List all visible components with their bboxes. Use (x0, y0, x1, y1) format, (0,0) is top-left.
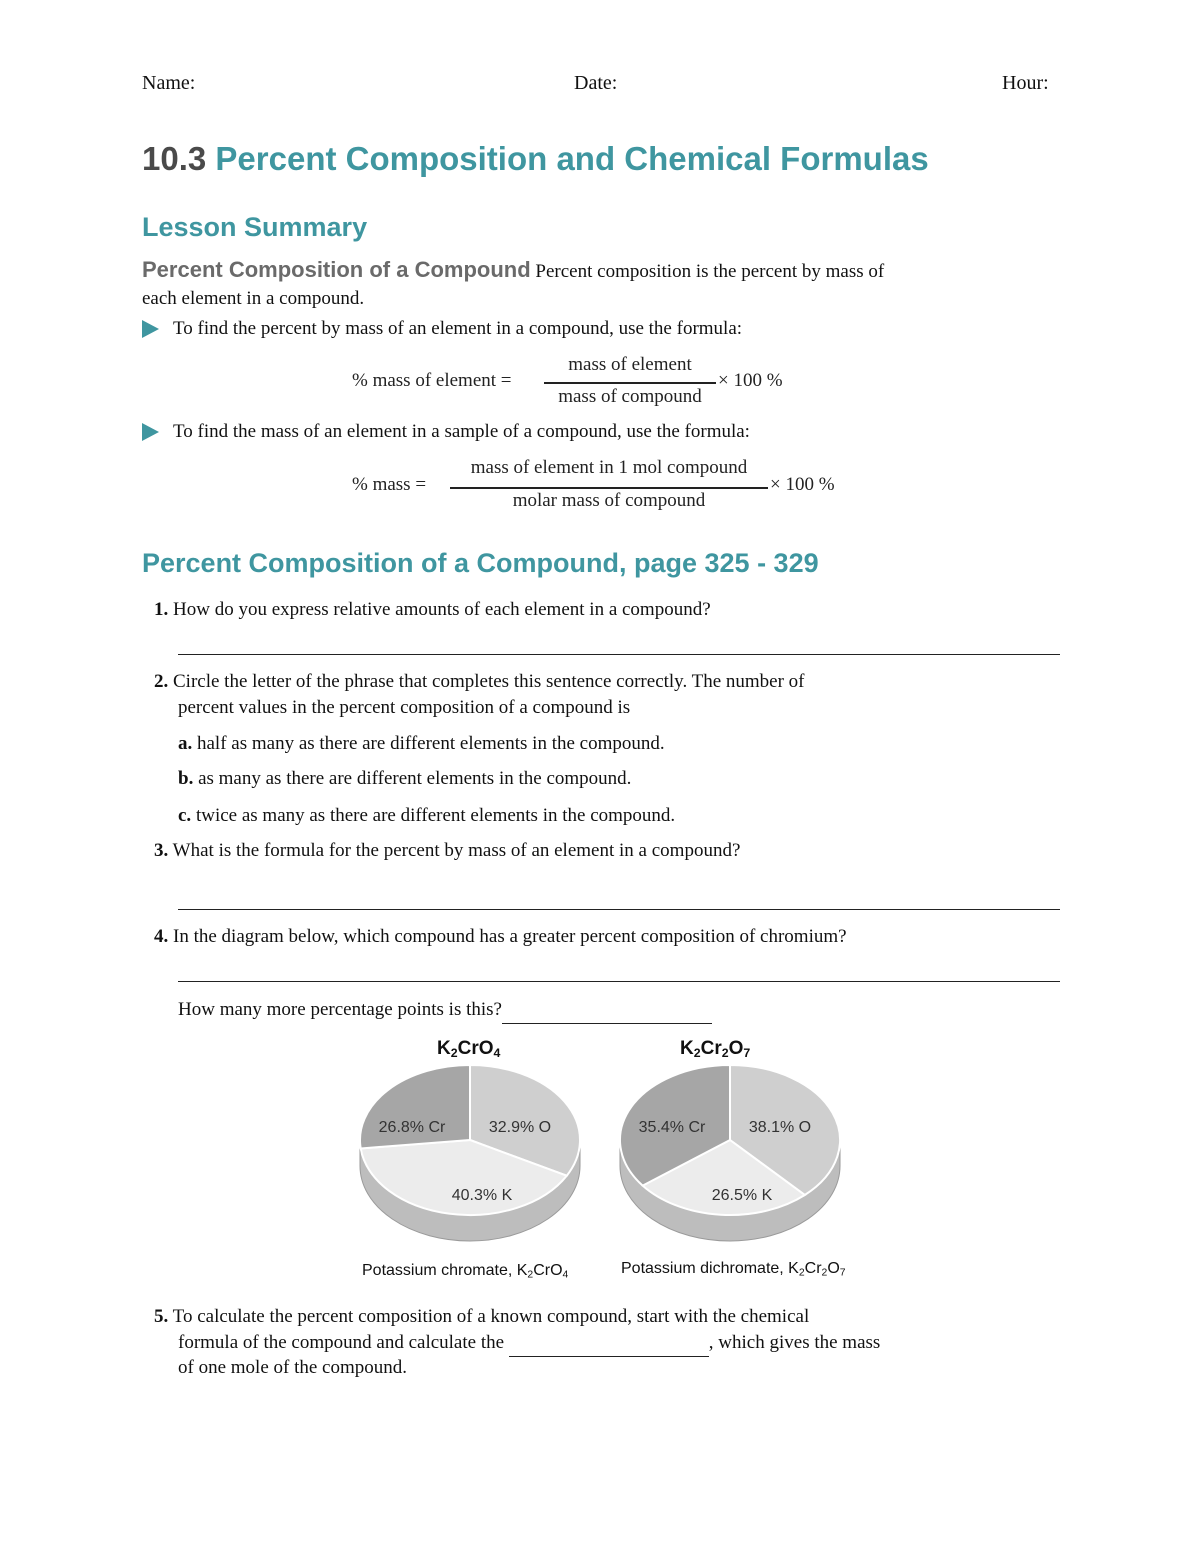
answer-line-1[interactable] (178, 654, 1060, 655)
answer-line-4[interactable] (178, 981, 1060, 982)
line2-pre: formula of the compound and calculate the (178, 1332, 505, 1353)
name-label: Name: (142, 72, 196, 94)
option-letter: c. (178, 805, 192, 826)
slice-label-o: 38.1% O (748, 1119, 812, 1136)
bullet-arrow-icon (142, 423, 159, 441)
question-number: 3. (154, 840, 169, 861)
formula2-lhs: % mass = (352, 474, 427, 495)
question-text-line1: Circle the letter of the phrase that completes this sentence correctly. The number of (173, 671, 805, 692)
followup-text: How many more percentage points is this? (178, 999, 502, 1020)
intro-line2: each element in a compound. (142, 288, 365, 309)
line2-post: , which gives the mass (708, 1332, 881, 1353)
option-text: half as many as there are different elements in the compound. (197, 733, 665, 754)
chart-title-1: $K_2CrO_4$ (437, 1038, 501, 1061)
question-5 (154, 1304, 809, 1330)
question-number: 1. (154, 599, 169, 620)
question-number: 2. (154, 671, 169, 692)
question-3 (154, 838, 740, 864)
question-text: What is the formula for the percent by mass of an element in a compound? (172, 840, 741, 861)
intro-line1: Percent composition is the percent by mass of (535, 261, 885, 282)
question-5-line2 (178, 1330, 880, 1357)
chart-caption-1: Potassium chromate, $K_2CrO_4$ (362, 1262, 569, 1281)
slice-label-cr: 35.4% Cr (638, 1119, 706, 1136)
title-text: Percent Composition and Chemical Formulas (215, 140, 929, 177)
formula2-rhs: × 100 % (770, 474, 835, 495)
question-4 (154, 924, 847, 950)
intro-subhead: Percent Composition of a Compound (142, 257, 531, 282)
hour-label: Hour: (1002, 72, 1049, 94)
page-title (142, 140, 929, 178)
question-text: In the diagram below, which compound has a greater percent composition of chromium? (173, 926, 847, 947)
pie-charts (350, 1060, 870, 1260)
formula2-denominator: molar mass of compound (512, 490, 706, 511)
title-number: 10.3 (142, 140, 207, 177)
slice-label-o: 32.9% O (488, 1119, 552, 1136)
bullet-1: To find the percent by mass of an element in a compound, use the formula: (173, 318, 743, 339)
pie-chart-1 (360, 1065, 580, 1241)
chart-title-2: $K_2Cr_2O_7$ (680, 1038, 751, 1061)
question-text: How do you express relative amounts of each element in a compound? (173, 599, 711, 620)
lesson-summary-heading: Lesson Summary (142, 212, 368, 242)
question-1 (154, 597, 711, 623)
formula1-lhs: % mass of element = (352, 370, 512, 391)
question-5-line3: of one mole of the compound. (178, 1357, 408, 1378)
formula1-numerator: mass of element (568, 354, 692, 375)
chart-caption-2: Potassium dichromate, $K_2Cr_2O_7$ (621, 1260, 846, 1279)
option-text: as many as there are different elements in the compound. (198, 768, 632, 789)
bullet-arrow-icon (142, 320, 159, 338)
formula1-denominator: mass of compound (558, 386, 702, 407)
option-text: twice as many as there are different elements in the compound. (195, 805, 676, 826)
bullet-2: To find the mass of an element in a sample of a compound, use the formula: (173, 421, 750, 442)
question-2 (154, 669, 805, 695)
question-4-followup (178, 997, 712, 1024)
slice-label-k: 26.5% K (711, 1187, 773, 1204)
intro-paragraph (142, 256, 1042, 312)
slice-label-cr: 26.8% Cr (378, 1119, 446, 1136)
answer-line-3[interactable] (178, 909, 1060, 910)
pie-chart-2 (620, 1065, 840, 1241)
option-c[interactable] (178, 803, 675, 829)
question-text-line1: To calculate the percent composition of a known compound, start with the chemical (172, 1306, 810, 1327)
question-number: 5. (154, 1306, 169, 1327)
followup-blank[interactable] (502, 997, 712, 1024)
section-heading: Percent Composition of a Compound, page 325 - 329 (142, 548, 819, 578)
option-letter: b. (178, 768, 194, 789)
slice-label-k: 40.3% K (451, 1187, 513, 1204)
option-a[interactable] (178, 731, 665, 757)
answer-blank-5[interactable] (509, 1330, 709, 1357)
question-2-line2: percent values in the percent composition of a compound is (178, 697, 631, 718)
formula1-fraction-bar (544, 382, 716, 384)
option-letter: a. (178, 733, 193, 754)
formula2-fraction-bar (450, 487, 768, 489)
date-label: Date: (574, 72, 618, 94)
question-number: 4. (154, 926, 169, 947)
formula1-rhs: × 100 % (718, 370, 783, 391)
formula2-numerator: mass of element in 1 mol compound (470, 457, 748, 478)
option-b[interactable] (178, 766, 631, 792)
